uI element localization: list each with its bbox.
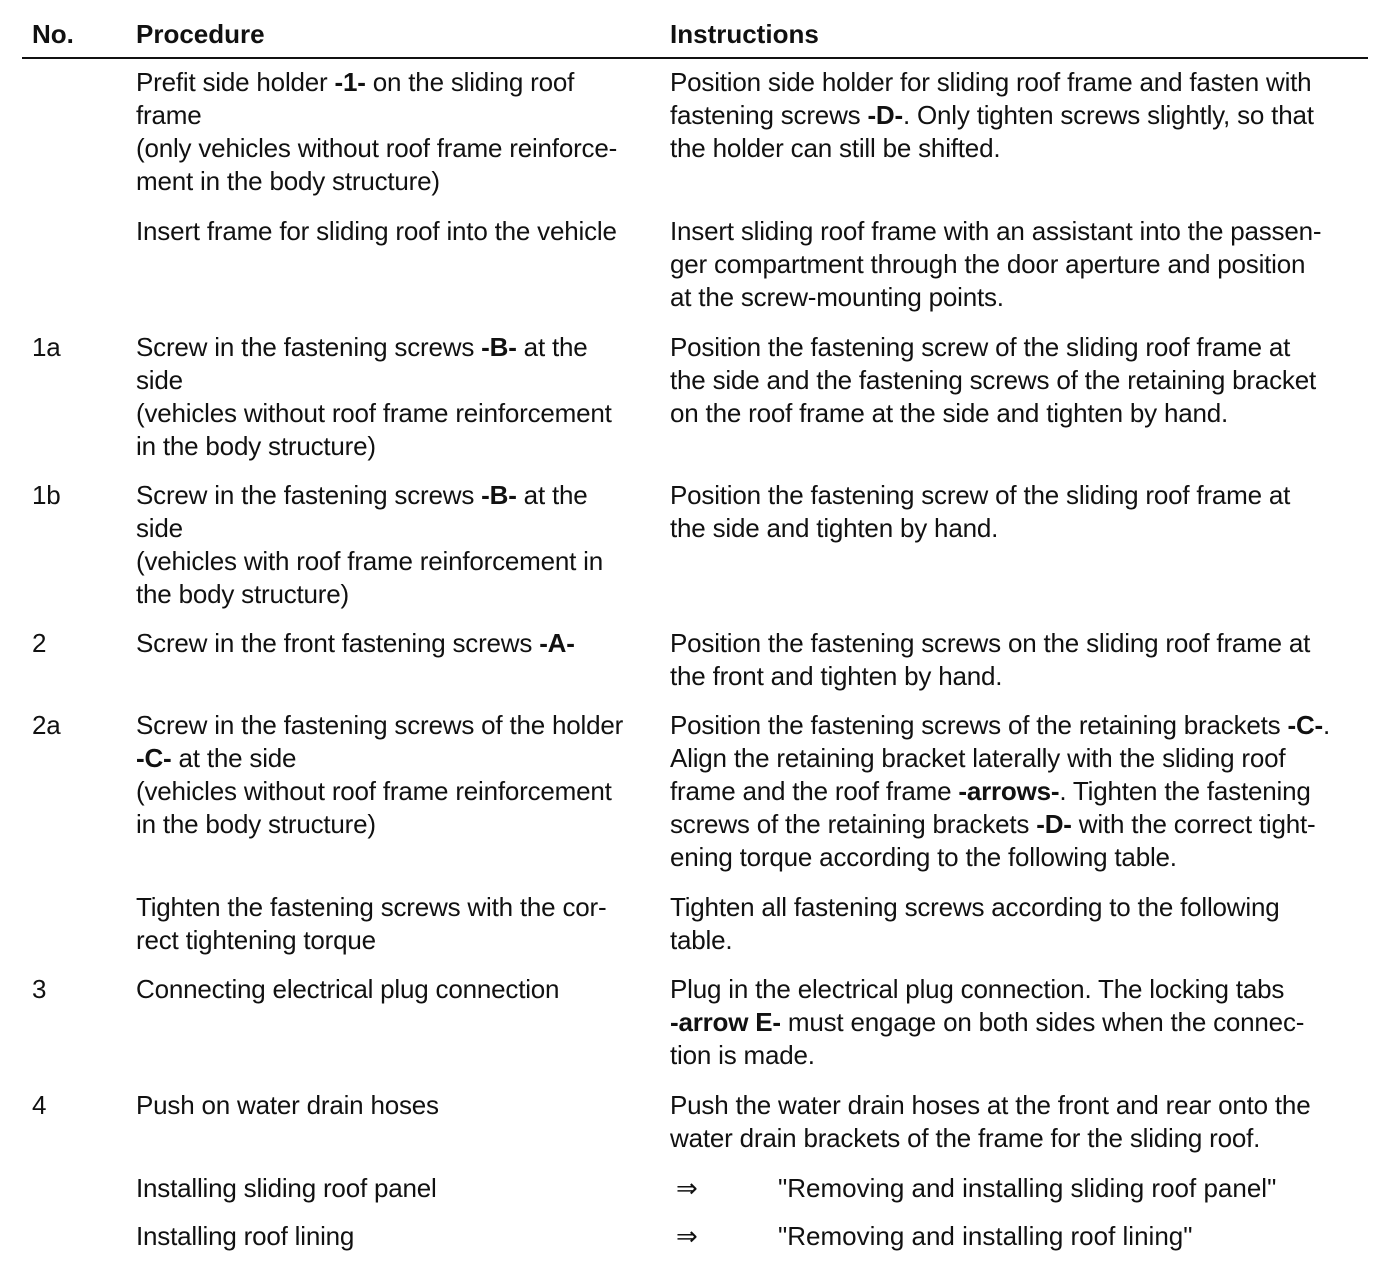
row-instructions: Push the water drain hoses at the front and rear onto the water drain brackets of the frame for the sliding roof. xyxy=(670,1090,1311,1153)
row-procedure: Screw in the front fastening screws -A- xyxy=(136,628,575,658)
table-header xyxy=(0,18,1392,52)
row-procedure: Screw in the fastening screws of the holder -C- at the side (vehicles without roof frame reinforcement in the body structure) xyxy=(136,710,624,839)
row-instructions: Position side holder for sliding roof frame and fasten with fastening screws -D-. Only tighten screws slightly, so that the holder can still be shifted. xyxy=(670,67,1314,163)
row-instructions: Tighten all fastening screws according to the following table. xyxy=(670,892,1280,955)
cross-reference-arrow-icon: ⇒ xyxy=(676,1221,698,1251)
row-procedure: Installing sliding roof panel xyxy=(136,1173,437,1203)
row-procedure: Push on water drain hoses xyxy=(136,1090,439,1120)
header-instructions: Instructions xyxy=(670,19,819,49)
row-procedure: Connecting electrical plug connection xyxy=(136,974,560,1004)
cross-reference-arrow-icon: ⇒ xyxy=(676,1173,698,1203)
cross-reference-link[interactable]: "Removing and installing sliding roof panel" xyxy=(778,1173,1277,1203)
row-instructions: Insert sliding roof frame with an assistant into the passen- ger compartment through the door aperture and position at the screw-mounting points. xyxy=(670,216,1322,312)
header-no: No. xyxy=(32,19,74,49)
header-rule xyxy=(22,57,1368,59)
row-instructions: Position the fastening screw of the sliding roof frame at the side and the fastening screws of the retaining bracket on the roof frame at the side and tighten by hand. xyxy=(670,332,1317,428)
row-number: 1b xyxy=(32,480,61,510)
row-number: 2 xyxy=(32,628,47,658)
row-number: 2a xyxy=(32,710,61,740)
header-procedure: Procedure xyxy=(136,19,265,49)
row-number: 3 xyxy=(32,974,47,1004)
row-instructions: Position the fastening screw of the sliding roof frame at the side and tighten by hand. xyxy=(670,480,1291,543)
row-instructions: Plug in the electrical plug connection. The locking tabs -arrow E- must engage on both sides when the connec- tion is made. xyxy=(670,974,1305,1070)
row-number: 4 xyxy=(32,1090,47,1120)
row-procedure: Screw in the fastening screws -B- at the side (vehicles with roof frame reinforcement in the body structure) xyxy=(136,480,604,609)
row-number: 1a xyxy=(32,332,61,362)
row-procedure: Prefit side holder -1- on the sliding roof frame (only vehicles without roof frame reinforce- ment in the body structure) xyxy=(136,67,618,196)
row-procedure: Tighten the fastening screws with the cor- rect tightening torque xyxy=(136,892,607,955)
row-procedure: Insert frame for sliding roof into the vehicle xyxy=(136,216,617,246)
cross-reference-link[interactable]: "Removing and installing roof lining" xyxy=(778,1221,1193,1251)
row-procedure: Screw in the fastening screws -B- at the side (vehicles without roof frame reinforcement in the body structure) xyxy=(136,332,612,461)
row-instructions: Position the fastening screws on the sliding roof frame at the front and tighten by hand. xyxy=(670,628,1311,691)
row-procedure: Installing roof lining xyxy=(136,1221,355,1251)
row-instructions: Position the fastening screws of the retaining brackets -C-. Align the retaining bracket laterally with the sliding roof frame and the roof frame -arrows-. Tighten the fastening screws of the retaining brackets -D- with the correct tight- ening torque according to the following table. xyxy=(670,710,1331,872)
